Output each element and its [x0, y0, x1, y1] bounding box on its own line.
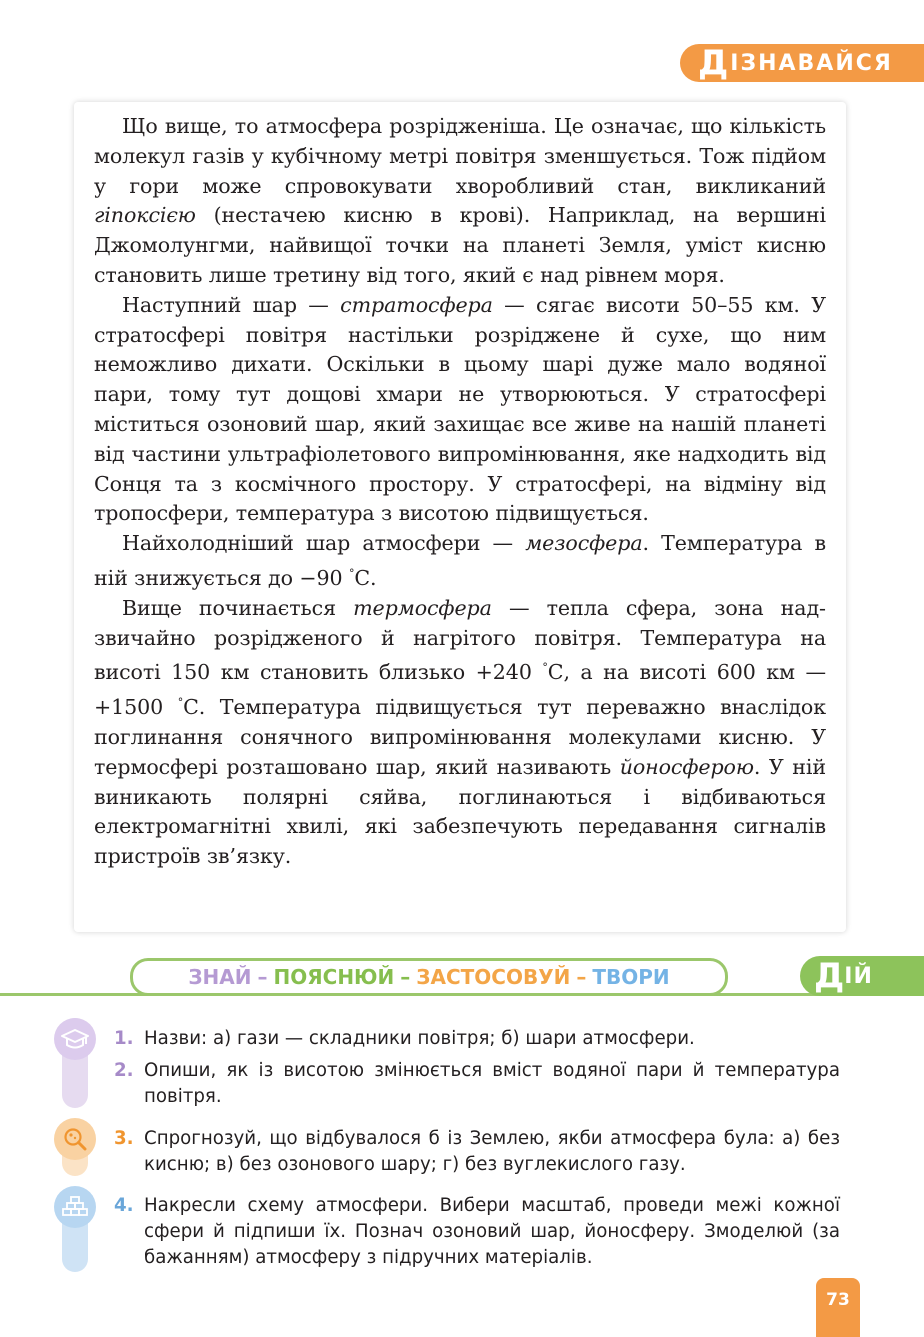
section-tab-act-initial: Д	[814, 956, 845, 996]
paragraph-4: Вище починається термосфера — тепла сфера, зона надзвичайно розрідженого й нагрітого повітря. Температура на висоті 150 км становить близько +240 °С, а на висоті 600 км — +1500 °С. Температура підвищується тут переважно внаслідок поглинання сонячного випромінювання молекулами кисню. У термосфері розташовано шар, який називають йоносферою. У ній виникають полярні сяйва, поглинаються і відбиваються електромагнітні хвилі, які забезпечують передавання сигналів пристроїв зв’язку.	[94, 595, 827, 869]
motto-dash: –	[400, 965, 411, 989]
motto-dash: –	[576, 965, 587, 989]
paragraph-2: Наступний шар — стратосфера — сягає висоти 50–55 км. У стратосфері повітря настільки розріджене й сухе, що ним неможливо дихати. Оскільки в цьому шарі дуже мало водяної пари, тому тут дощові хмари не утворюються. У стратосфері міститься озоновий шар, який захищає все живе на нашій планеті від частини ультрафіолетового випромінювання, яке надходить від Сонця та з космічного простору. У стратосфері, на відміну від тропосфери, температура з висотою підвищується.	[94, 292, 826, 526]
magnifier-icon	[54, 1118, 96, 1160]
term-thermosphere: термосфера	[353, 595, 492, 620]
term-ionosphere: йоносферою	[619, 754, 754, 779]
section-tab-learn	[680, 44, 924, 82]
motto-create: ТВОРИ	[592, 965, 670, 989]
motto-apply: ЗАСТОСОВУЙ	[416, 965, 571, 989]
term-mesosphere: мезосфера	[525, 531, 643, 556]
task-item	[114, 1026, 840, 1052]
motto-know: ЗНАЙ	[188, 965, 252, 989]
task-text: Опиши, як із висотою змінюється вміст водяної пари й температура повітря.	[144, 1060, 840, 1107]
section-tab-initial: Д	[698, 43, 729, 83]
text-card	[74, 102, 846, 932]
task-text: Назви: а) гази — складники повітря; б) шари атмосфери.	[144, 1028, 695, 1049]
blocks-icon	[54, 1186, 96, 1228]
task-text: Спрогнозуй, що відбувалося б із Землею, якби атмосфера була: а) без кисню; в) без озонового шару; г) без вуглекислого газу.	[144, 1128, 840, 1175]
task-text: Накресли схему атмосфери. Вибери масштаб, проведи межі кожної сфери й підпиши їх. Познач озоновий шар, йоносферу. Змоделюй (за бажанням) атмосферу з підручних матеріалів.	[144, 1195, 840, 1268]
term-hypoxia: гіпоксією	[94, 203, 196, 228]
term-stratosphere: стратосфера	[340, 292, 493, 317]
task-number: 2.	[114, 1060, 134, 1081]
motto-banner	[130, 958, 728, 996]
task-item	[114, 1058, 840, 1110]
section-tab-label: ІЗНАВАЙСЯ	[730, 50, 893, 76]
section-tab-act-label: ІЙ	[844, 963, 873, 989]
graduation-cap-icon	[54, 1018, 96, 1060]
section-tab-act	[800, 956, 924, 996]
page-number: 73	[816, 1278, 860, 1337]
task-item	[114, 1126, 840, 1178]
motto-dash: –	[257, 965, 268, 989]
task-item	[114, 1193, 840, 1271]
paragraph-3: Найхолодніший шар атмосфери — мезосфера. Температура в ній знижується до −90 °С.	[94, 531, 826, 590]
paragraph-1: Що вище, то атмосфера розрідженіша. Це означає, що кількість молекул газів у кубічному метрі повітря зменшується. Тож підйом у гори може спровокувати хворобливий стан, викликаний гіпоксією (нестачею кисню в крові). Наприклад, на вершині Джомолунгми, найвищої точки на планеті Земля, уміст кисню становить лише третину від того, який є над рівнем моря.	[94, 114, 826, 287]
task-number: 4.	[114, 1195, 134, 1216]
task-number: 1.	[114, 1028, 134, 1049]
motto-explain: ПОЯСНЮЙ	[273, 965, 395, 989]
task-number: 3.	[114, 1128, 134, 1149]
